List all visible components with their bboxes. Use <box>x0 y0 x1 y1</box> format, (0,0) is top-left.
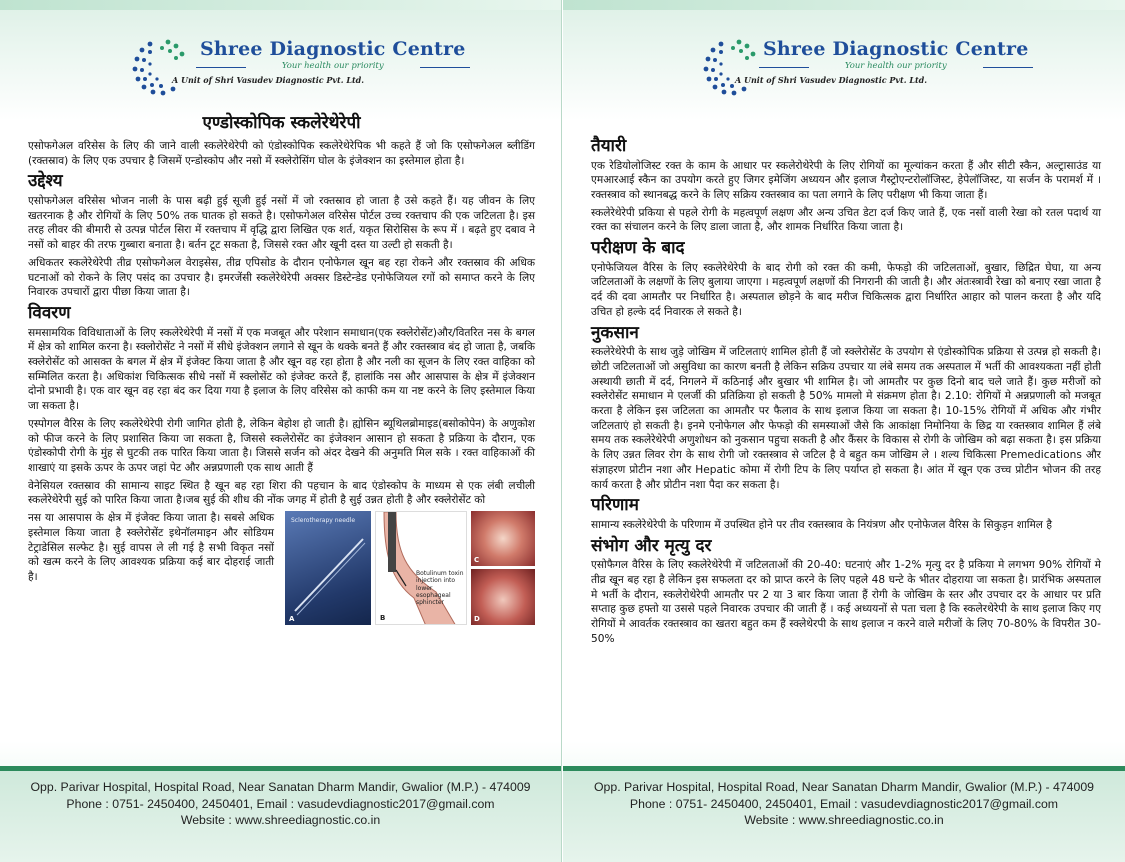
results-paragraph: सामान्य स्कलेरेथेरेपी के परिणाम में उपस्थित होने पर तीव रक्तस्त्राव के नियंत्रण और एनोफेजल वैरिस के सिकुड़न शामिल है <box>591 518 1052 531</box>
brand-tagline: Your health our priority <box>763 61 1029 71</box>
header <box>0 26 561 98</box>
needle-image <box>285 511 371 625</box>
left-content <box>28 108 535 624</box>
brand-logo-icon <box>699 34 763 98</box>
brand-tagline: Your health our priority <box>200 61 466 71</box>
description-paragraph-3: वेनेसियल रक्तस्राव की सामान्य साइट स्थित है खून बह रहा शिरा की पहचान के बाद एंडोस्कोप के माध्यम से एक लंबी लचीली स्कलेरेथेरेपी सुई को पारित किया जाता है।जब सुई की शीध की नोंक जगह में होती है सुई उन्नत होती है और स्क्लेरोसेंट को <box>28 479 535 507</box>
right-footer <box>563 766 1125 862</box>
brand-name: Shree Diagnostic Centre <box>200 38 466 60</box>
risks-heading: नुकसान <box>591 322 639 343</box>
footer-address: Opp. Parivar Hospital, Hospital Road, Near Sanatan Dharm Mandir, Gwalior (M.P.) - 474009 <box>30 780 531 794</box>
preparation-paragraph-1: एक रेडियोलोजिस्ट रक्त के काम के आधार पर स्कलेरोथेरेपी के लिए रोगियों का मूल्यांकन करता हैं और सीटी स्कैन, अल्ट्रासाउंड या एमआरआई स्कैन का उपयोग करते हुए जिगर इमेजिंग अध्ययन और इलाज गैस्ट्रोएन्टरोलॉजिस्ट, हेपेलॉजिस्ट, या सर्जन के परामर्श में । रक्तस्त्राव को स्थानबद्ध करने के लिए सक्रिय रक्तस्त्राव का पता लगाने के लिए परीक्षण भी किया जाता हैं। <box>591 159 1101 201</box>
endoscopy-image-d <box>471 569 535 625</box>
after-test-heading: परीक्षण के बाद <box>591 238 685 259</box>
sclerotherapy-figure <box>285 511 535 625</box>
esophagus-diagram <box>376 512 467 625</box>
figure-panel-diagram <box>375 511 467 625</box>
top-accent <box>0 0 561 10</box>
purpose-heading: उद्देश्य <box>28 171 63 192</box>
right-page <box>563 0 1125 862</box>
header <box>563 26 1125 98</box>
brand-unit: A Unit of Shri Vasudev Diagnostic Pvt. Ltd. <box>735 75 928 85</box>
document-title: एण्डोस्कोपिक स्कलेरेथेरेपी <box>202 113 361 133</box>
preparation-heading: तैयारी <box>591 136 627 156</box>
left-page <box>0 0 562 862</box>
brand-logo-icon <box>128 34 192 98</box>
needle-caption: Sclerotherapy needle <box>291 517 356 525</box>
mortality-heading: संभोग और मृत्यु दर <box>591 535 712 556</box>
mortality-paragraph: एसोफैगल वैरिस के लिए स्कलेरेथेरेपी में जटिलताओं की 20-40: घटनाएं और 1-2% मृत्यु दर है प्रकिया मे लगभग 90% रोगियों मे तीव्र खून बह रहा है लेकिन इस सफलता दर को प्राप्त करने के लिए पहले 48 घन्टे के भीतर दोहराया जा सकता है। प्रारंभिक अस्पताल मे भर्ती के दौरान, स्कलेरोथेरेपी आमतौर पर 2 या 3 बार किया जाता हैं रोगी के जोखिम के स्तर और उपचार दर के आधार पर प्रति सप्ताह कुछ हफ्तो या उससे पहले निवारक उपचार की जाती हैं । कई अध्ययनों से पता चला है कि स्कलेरथेरेपी के साथ इलाज किए गए रोगियों मे आवर्तक रक्तस्त्राव का खतरा बहुत कम हैं स्क्लेथेरपी के साथ इलाज न करने वाले मरीजों के लिए 70-80% के विपरीत 30-50% <box>591 559 1101 645</box>
figure-letter-c: C <box>474 556 480 565</box>
figure-panel-needle <box>285 511 371 625</box>
brand-unit: A Unit of Shri Vasudev Diagnostic Pvt. Ltd. <box>172 75 365 85</box>
brand-block <box>172 38 466 85</box>
footer-address: Opp. Parivar Hospital, Hospital Road, Near Sanatan Dharm Mandir, Gwalior (M.P.) - 474009 <box>593 780 1095 794</box>
figure-wrap <box>28 511 535 624</box>
results-heading: परिणाम <box>591 495 639 516</box>
top-accent <box>563 0 1125 10</box>
right-content <box>591 133 1101 649</box>
description-heading: विवरण <box>28 303 71 324</box>
purpose-paragraph-1: एसोफगेअल वरिसेस भोजन नाली के पास बढ़ी हुई सूजी हुई नसों में जो रक्तस्राव हो जाता है उसे कहते हैं। यह जीवन के लिए खतरनाक है और रोगियों के लिए 50% तक घातक हो सकते है। एसोफगेअल वरिसेस पोर्टल उच्च रक्तचाप की एक जटिलता है। इस तरह लीवर की बीमारी से उत्पन्न पोर्टल सिरा में रक्तचाप में वृद्धि द्वारा लिखित एक शर्त, यकृत सिरोसिस के रूप में । बढ़ते हुए दबाव ने नसों को बाहर की तरफ गुब्बारा बनाता है। बर्तन टूट सकता है, जिससे रक्त और खूनी दस्त या उल्टी हो सकती है। <box>28 194 535 252</box>
footer-website: Website : www.shreediagnostic.co.in <box>744 813 944 828</box>
footer-phone: Phone : 0751- 2450400, 2450401, Email : vasudevdiagnostic2017@gmail.com <box>629 796 1059 811</box>
figure-letter-b: B <box>380 614 386 623</box>
brand-name: Shree Diagnostic Centre <box>763 38 1029 60</box>
endoscopy-image-c <box>471 511 535 566</box>
footer-phone: Phone : 0751- 2450400, 2450401, Email : vasudevdiagnostic2017@gmail.com <box>66 796 495 811</box>
preparation-paragraph-2: स्कलेरेथेरेपी प्रकिया से पहले रोगी के महत्वपूर्ण लक्षण और अन्य उचित डेटा दर्ज किए जाते हैं, एक नसों वाली रेखा को रतल पदार्थ या रक्त का संचालन करने के लिए डाला जाता है, और शामक निर्धारित किया जाता है। <box>591 206 1101 234</box>
footer-website: Website : www.shreediagnostic.co.in <box>180 813 381 828</box>
left-footer <box>0 766 561 862</box>
purpose-paragraph-2: अधिकतर स्कलेरेथेरेपी तीव्र एसोफगेअल वेराइसेस, तीव्र एपिसोड के दौरान एनोफेगल खून बह रहा रोकने और रक्तस्राव की अधिक घटनाओं को रोकने के लिए पसंद का उपचार है। इमरजेंसी स्कलेरेथेरेपी अक्सर डिस्टेन्डेड एनोफेजियल रगों को समाप्त करने के लिए निवारक उपचारों द्वारा पीछा किया जाता है। <box>28 256 535 299</box>
botox-caption: Botulinum toxin injection into lower esophageal sphincter <box>416 570 464 606</box>
risks-paragraph: स्कलेरेथेरेपी के साथ जुड़े जोखिम में जटिलताएं शामिल होती हैं जो स्क्लेरोसेंट के उपयोग से एंडोस्कोपिक प्रक्रिया से उत्पन्न हो सकती है। छोटी जटिलताओं जो असुविधा का कारण बनती है लेकिन सक्रिय उपचार या लंबे समय तक अस्पताल में भर्ती की आवश्यकता नहीं होती अस्थायी छाती में दर्द, निगलने में कठिनाई और बुखार भी शामिल है। जो आमतौर पर कुछ दिनो बाद चले जाते हैं। कुछ मरीजों को स्क्लेरोसेंट समाधान मे एलर्जी की प्रतिक्रिया हो सकती है 50% मामलो मे संक्रमण होता है। 2.10: रोगियों मे अन्नप्रणाली को मजबूत करता है लेकिन इस जटिलता का आमतौर पर फैलाव के साथ इलाज किया जा सकता है। 10-15% रोगियों में अधिक और गंभीर जटिलताएं हो सकती है। इनमे एनोफेगल और फेफड़ो की समस्याओं जैसे कि आकांक्षा निमोनिया के छिद्र या रक्तस्त्राव शामिल हैं लंबे समय तक स्कलेरेथेरेपी अणुशोधन को नुकसान पहुचा सकती है और कैंसर के विकास से रोगी के जोखिम को बढ़ा सकता है। इस प्रक्रिया के लिए उन्नत लिवर रोग के साथ रोगी जो रक्तस्त्राव से जटिल है वे बहुत कम जोखिम ले । शल्य चिकित्सा Premedications और संज्ञाहरण प्रोटीन नशा और Hepatic कोमा में रोगी टिप के लिए पर्याप्त हो सकता है। आंत में खून एक उच्च प्रोटीन भोजन की तरह कार्य करता है और प्रोटीन नशा पैदा कर सकता है। <box>591 346 1101 491</box>
figure-panel-endoscopy <box>471 511 535 625</box>
intro-paragraph: एसोफगेअल वरिसेस के लिए की जाने वाली स्कलेरेथेरेपी को एंडोस्कोपिक स्कलेरेथेरेपिक भी कहते हैं जो कि एसोफगेअल ब्लीडिंग (रक्तस्राव) के लिए एक उपचार है जिसमें एन्डोस्कोप और नसो में स्क्लेरोसिंग घोल के इंजेक्शन का इस्तेमाल होता है। <box>28 140 535 167</box>
description-paragraph-4: नस या आसपास के क्षेत्र में इंजेक्ट किया जाता है। सबसे अधिक इस्तेमाल किया जाता है स्क्लेरोसेंट इथेनॉलमाइन और सोडियम टेट्राडेसिल सल्फेट है। सुई वापस ले ली गई है सभी विकृत नसों को खत्म करने के लिए आवश्यक प्रक्रिया कई बार दोहराई जाती है। <box>28 512 274 584</box>
after-test-paragraph: एनोफेजियल वैरिस के लिए स्कलेरेथेरेपी के बाद रोगी को रक्त की कमी, फेफड़ो की जटिलताओं, बुखार, छिद्रित घेघा, या अन्य जटिलताओं के लक्षणों के लिए बुलाया जाएगा । महत्वपूर्ण लक्षणों की निगरानी की जाती है। और अंतःस्त्रावी रेखा को बनाए रखा जाता है दर्द की दवा आमतौर पर निर्धारित है। अस्पताल छोड़ने के बाद मरीज चिकित्सक द्वारा निर्धारित आहार को पालन करता है और यदि उचित हो हल्के दर्द निवारक ले सकते है। <box>591 261 1101 318</box>
description-paragraph-2: एस्पोगल वैरिस के लिए स्कलेरेथेरेपी रोगी जागित होती है, लेकिन बेहोश हो जाती है। ह्योसिन ब्यूथिलब्रोमाइड(बसोकोपेन) के अणुकोश को फीज करने के लिए प्रशासित किया जा सकता है, जिससे स्कलेरोसेंट का इंजेक्शन आसान हो सकता है प्रक्रिया के दौरान, एक एंडोस्कोपी रोगी के मुंह से घुटकी तक पारित किया जाता है। जिससे सर्जन को अंदर देखने की अनुमति मिल सके । रक्त वाहिकाओं की शाखाएं या इसके ऊपर के ऊपर जहां पेट और अन्नप्रणाली एक साथ आती हैं <box>28 417 535 475</box>
brand-block <box>735 38 1029 85</box>
description-paragraph-1: समसामयिक विविधाताओं के लिए स्कलेरेथेरेपी में नसों में एक मजबूत और परेशान समाधान(एक स्क्लेरोसेंट)और/वितरित नस के बगल में क्षेत्र को शामिल करना है। स्क्लोरोसेंट ने नसों में सीधे इंजेक्शन लगाने से खून के थक्के बनते हैं और रक्तस्त्राव बंद हो जाता है, जबकि स्क्लेरोसेंट को आसक्त के बगल में क्षेत्र में इंजेक्ट किया जाता है और खून वह रहा होता है और नली का सूजन के लिए रक्त वाहिका को सम्मिलित करता है। अधिकांश चिकित्सक सीधे नसों में स्क्लोसेंट को इंजेक्ट करते हैं, हालांकि नस और आसपास के क्षेत्र में इंजेक्शन दोनो प्रभावी है। एक वार खून वह रहा बंद कर दिया गया है इलाज के लिए वरिसेस को काफी कम या नष्ट करने के लिए इस्तेमाल किया जा सकता है। <box>28 326 535 413</box>
figure-letter-a: A <box>289 615 295 624</box>
figure-letter-d: D <box>474 615 480 624</box>
